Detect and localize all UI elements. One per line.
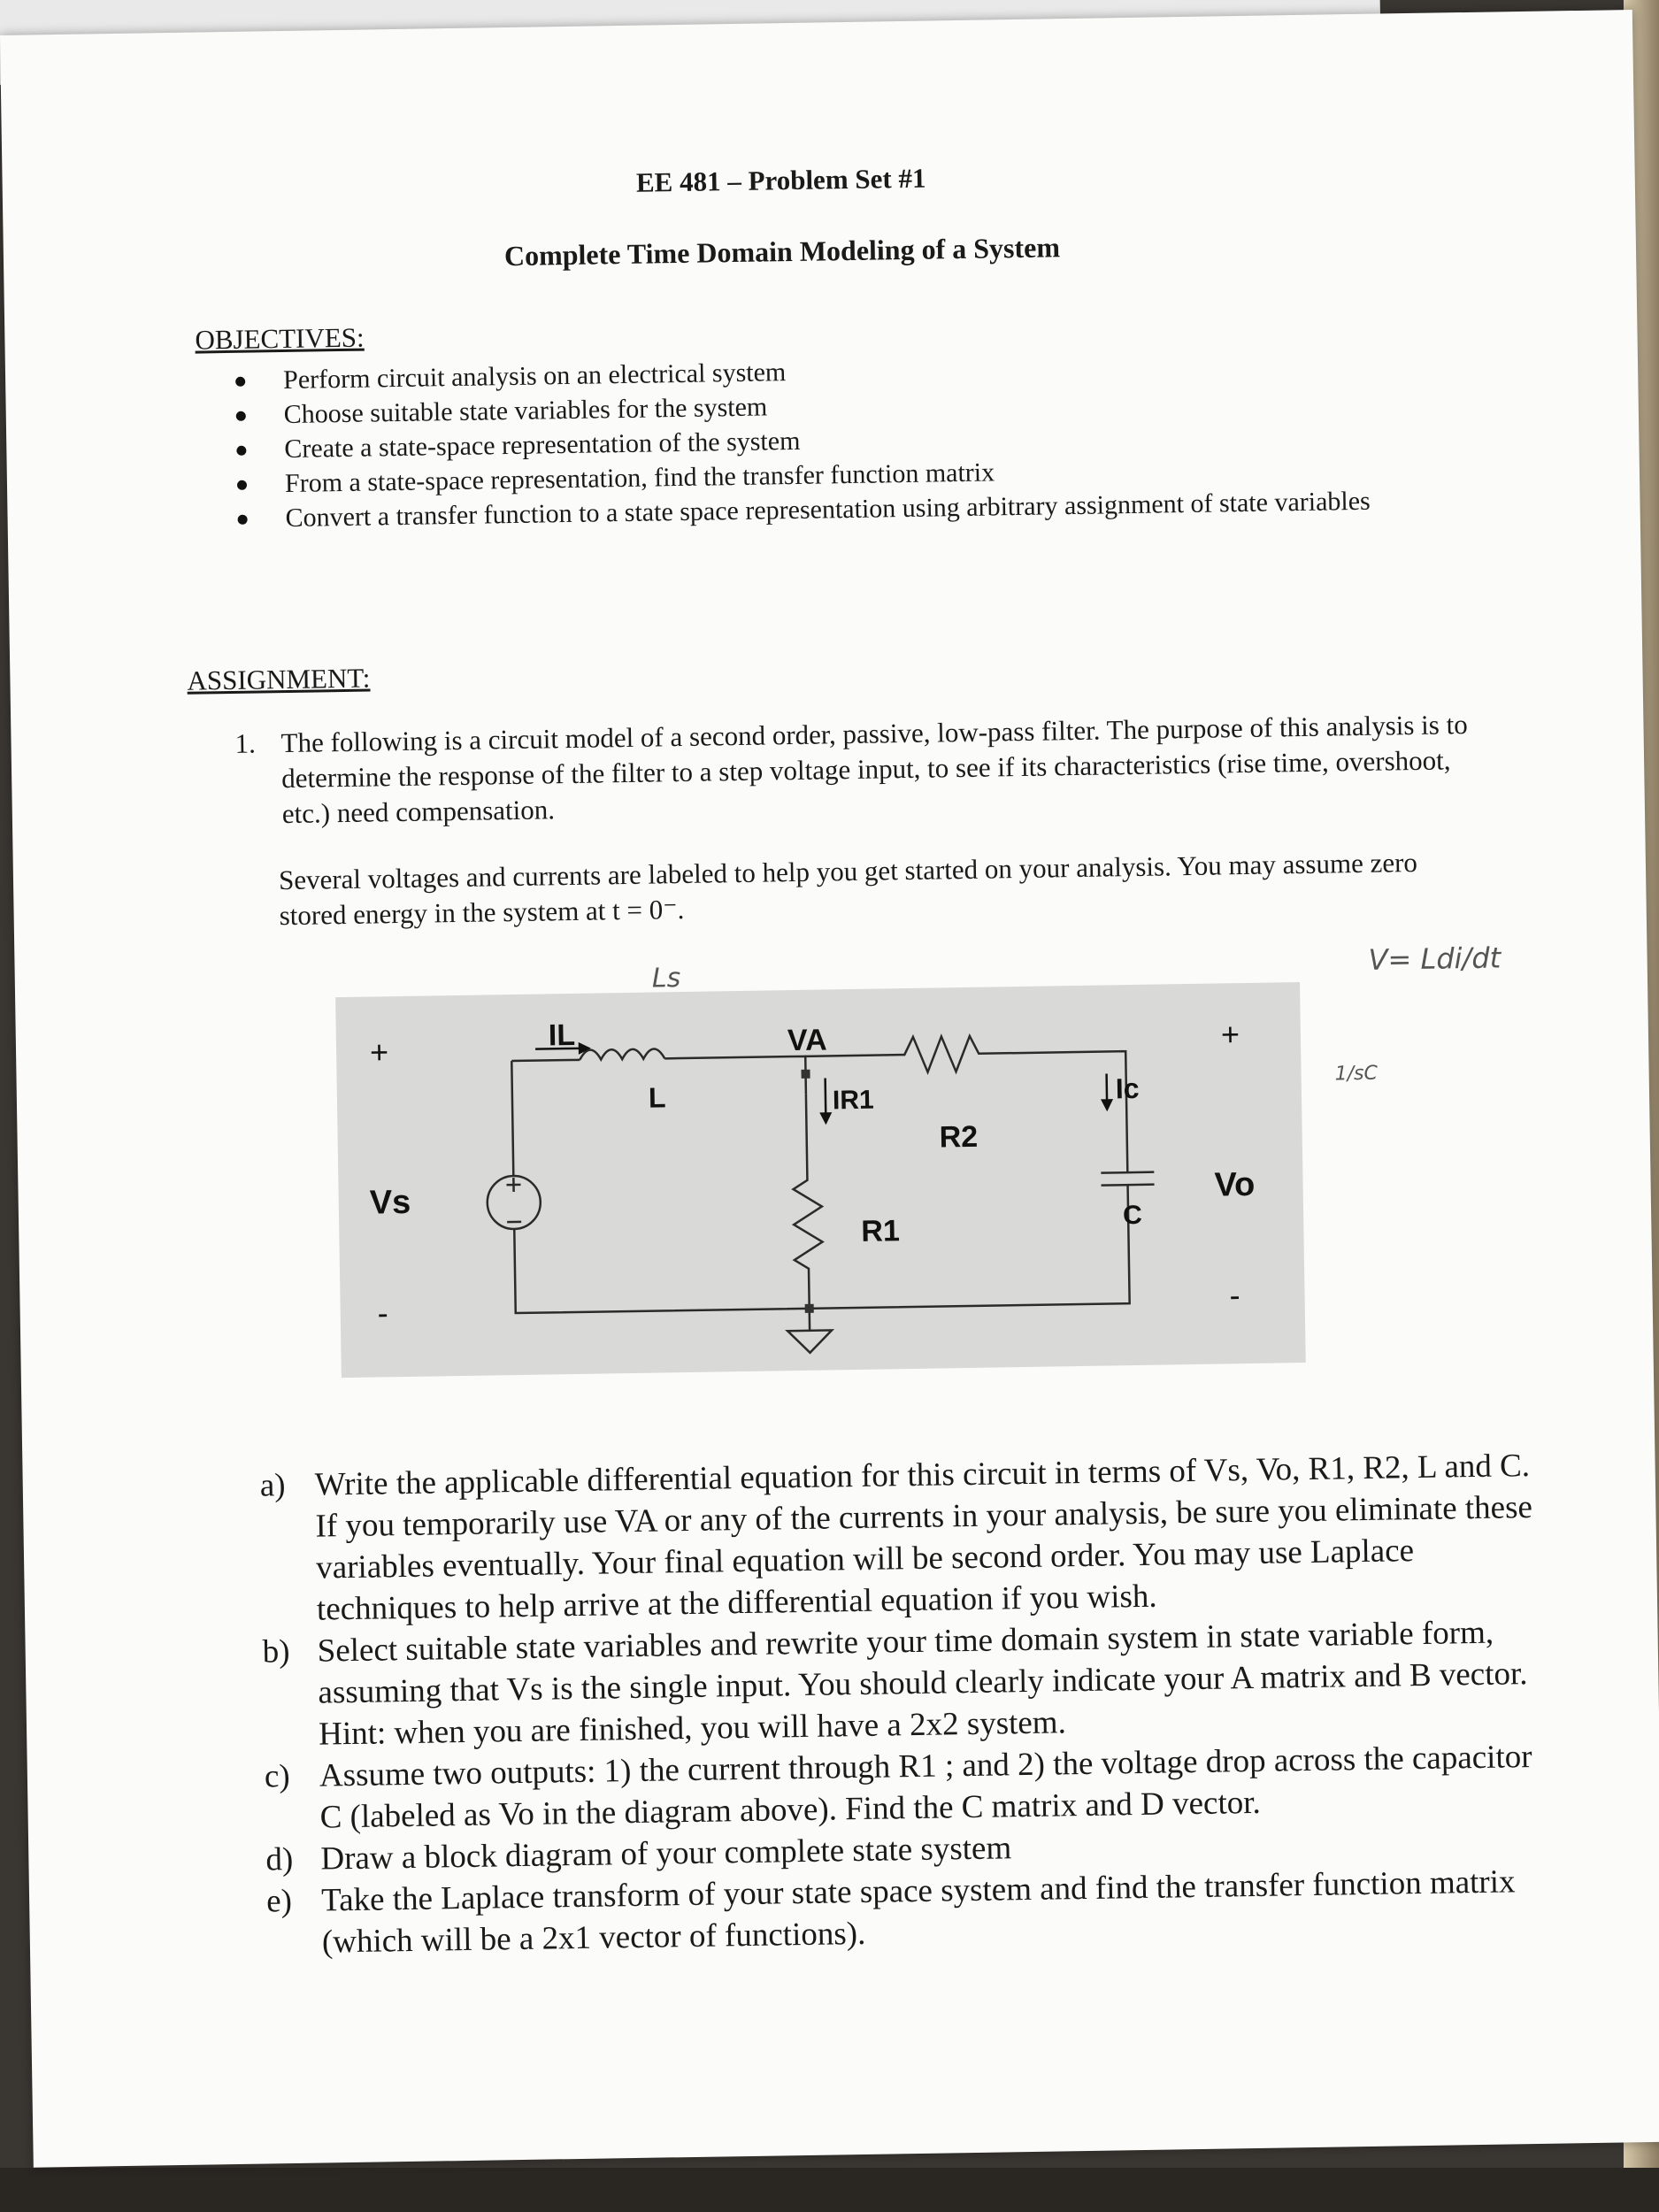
- objective-item: From a state-space representation, find the transfer function matrix: [237, 448, 1494, 502]
- handwritten-equation: V= Ldi/dt: [1368, 941, 1502, 977]
- label-c: C: [1122, 1200, 1143, 1231]
- label-ic: Ic: [1115, 1071, 1140, 1105]
- label-ir1: IR1: [832, 1085, 874, 1116]
- question-item: e) Take the Laplace transform of your state space system and find the transfer function matrix (which will be a 2x1 vector of functions).: [265, 1863, 1516, 1961]
- label-vo: Vo: [1214, 1165, 1256, 1204]
- question-list: [259, 1445, 1552, 1963]
- label-minus-left: -: [377, 1294, 389, 1332]
- wire-to-node-a: [664, 1056, 806, 1096]
- label-r1: R1: [861, 1214, 901, 1248]
- wire-to-inductor: [511, 1060, 580, 1061]
- question-item: d) Draw a block diagram of your complete state system: [320, 1819, 1551, 1880]
- question-item: a) Write the applicable differential equation for this circuit in terms of Vs, Vo, R1, R2, L and C. If you temporarily use VA or any of the currents in your analysis, be sure you eliminate these variables eventually. Your final equation will be second order. You may use Laplace techniques to help arrive at the differential equation if you wish.: [259, 1448, 1533, 1628]
- label-l: L: [648, 1081, 666, 1114]
- handwritten-ls: Ls: [651, 963, 681, 995]
- label-plus-left: +: [369, 1033, 389, 1071]
- assignment-heading: ASSIGNMENT:: [187, 662, 371, 696]
- question-label: e): [265, 1883, 293, 1920]
- bullet-icon: [236, 411, 246, 421]
- objective-item: Perform circuit analysis on an electrical system: [235, 344, 1492, 398]
- desk-bottom: [0, 2168, 1659, 2212]
- label-va: VA: [787, 1023, 827, 1058]
- question-item: b) Select suitable state variables and rewrite your time domain system in state variable form, assuming that Vs is the single input. You should clearly indicate your A matrix and B vector. Hint: when you are finished, you will have a 2x2 system.: [262, 1614, 1528, 1753]
- bullet-icon: [237, 480, 247, 490]
- inductor-coil: [580, 1048, 664, 1060]
- objective-item: Convert a transfer function to a state space representation using arbitrary assignment of state variables: [237, 482, 1494, 536]
- circuit-diagram: [335, 982, 1306, 1378]
- page-subtitle: Complete Time Domain Modeling of a System: [503, 231, 1061, 273]
- wire-left-top: [511, 1061, 513, 1176]
- assignment-intro: 1. The following is a circuit model of a second order, passive, low-pass filter. The purpose of this analysis is to determine the response of the filter to a step voltage input, to see if its characteristics (rise time, overshoot, etc.) need compensation.: [234, 709, 1468, 830]
- label-vs: Vs: [369, 1183, 411, 1222]
- bullet-icon: [235, 377, 245, 387]
- label-plus-right: +: [1220, 1016, 1240, 1053]
- question-label: a): [259, 1467, 286, 1504]
- circuit-schematic: [335, 982, 1306, 1378]
- question-label: d): [265, 1841, 294, 1878]
- handwritten-impedance: 1/sC: [1334, 1062, 1379, 1086]
- label-minus-right: -: [1229, 1277, 1240, 1314]
- objective-item: Create a state-space representation of the system: [236, 413, 1493, 467]
- question-item: c) Assume two outputs: 1) the current through R1 ; and 2) the voltage drop across the capacitor C (labeled as Vo in the diagram above). Find the C matrix and D vector.: [264, 1739, 1532, 1836]
- problem-set-page: [0, 10, 1659, 2168]
- assignment-note: Several voltages and currents are labeled to help you get started on your analysis. You may assume zero stored energy in the system at t = 0⁻.: [278, 846, 1418, 932]
- course-title: EE 481 – Problem Set #1: [635, 162, 926, 198]
- capacitor-plates: [1101, 1172, 1154, 1186]
- wire-bottom: [514, 1206, 1130, 1313]
- question-label: b): [262, 1633, 290, 1671]
- page-content: [0, 10, 1659, 2168]
- label-r2: R2: [939, 1119, 979, 1155]
- objectives-list: [235, 344, 1494, 536]
- label-il: IL: [548, 1018, 576, 1053]
- ground-symbol: [787, 1330, 832, 1353]
- resistor-r1: [792, 1094, 824, 1309]
- bullet-icon: [238, 515, 248, 525]
- objective-item: Choose suitable state variables for the system: [235, 379, 1492, 433]
- bullet-icon: [236, 446, 246, 456]
- question-label: c): [264, 1758, 291, 1795]
- problem-number: 1.: [234, 727, 257, 759]
- objectives-heading: OBJECTIVES:: [195, 321, 365, 356]
